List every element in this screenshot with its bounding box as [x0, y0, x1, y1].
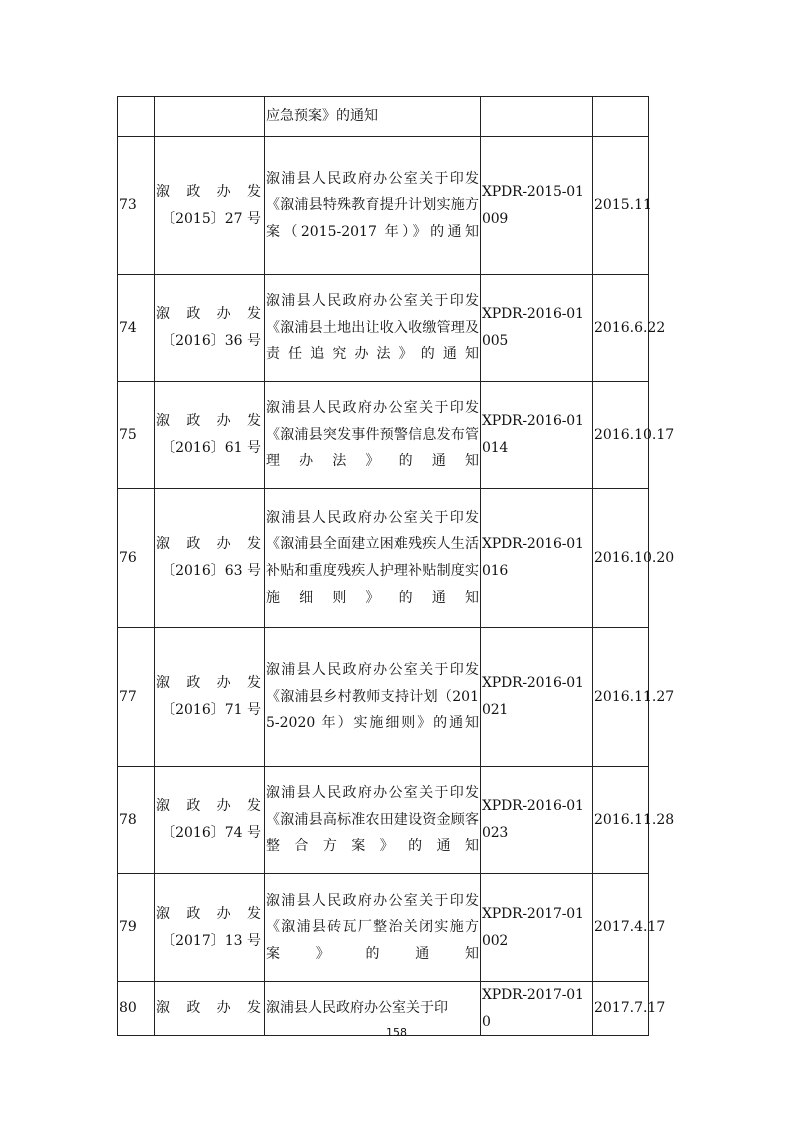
document-number-line-1: 溆 政 办 发 — [156, 798, 261, 815]
document-number-line-2: 〔2016〕63 号 — [161, 563, 261, 579]
issue-date: 2017.7.17 — [593, 982, 649, 1036]
row-number: 78 — [118, 767, 155, 874]
registration-code: XPDR-2016-01023 — [481, 767, 593, 874]
document-title: 溆浦县人民政府办公室关于印发《溆浦县高标准农田建设资金顾客整合方案》的通知 — [265, 767, 481, 874]
document-table — [117, 96, 675, 1036]
registration-code: XPDR-2017-010 — [481, 982, 593, 1036]
document-title: 溆浦县人民政府办公室关于印发《溆浦县土地出让收入收缴管理及责任追究办法》的通知 — [265, 275, 481, 382]
document-number-line-2: 〔2016〕61 号 — [161, 440, 261, 456]
issue-date: 2016.6.22 — [593, 275, 649, 382]
row-number: 80 — [118, 982, 155, 1036]
row-number: 79 — [118, 874, 155, 982]
row-number: 76 — [118, 489, 155, 628]
registration-code: XPDR-2016-01005 — [481, 275, 593, 382]
table-row — [118, 628, 649, 767]
document-number — [155, 489, 265, 628]
table-row — [118, 489, 649, 628]
document-number-line-2: 〔2016〕71 号 — [161, 702, 261, 718]
row-number: 75 — [118, 382, 155, 489]
issue-date — [593, 97, 649, 137]
document-number-line-1: 溆 政 办 发 — [156, 1000, 261, 1017]
row-number: 74 — [118, 275, 155, 382]
document-number-line-2: 〔2016〕74 号 — [161, 825, 261, 841]
registration-code: XPDR-2016-01021 — [481, 628, 593, 767]
table-row — [118, 382, 649, 489]
document-number — [155, 767, 265, 874]
table-body — [118, 97, 675, 1036]
page-number: 158 — [386, 1026, 407, 1039]
registration-code: XPDR-2016-01014 — [481, 382, 593, 489]
issue-date: 2015.11 — [593, 137, 649, 275]
row-number: 73 — [118, 137, 155, 275]
issue-date: 2016.11.28 — [593, 767, 649, 874]
document-number-line-2: 〔2016〕36 号 — [161, 333, 261, 349]
registration-code — [481, 97, 593, 137]
document-title: 溆浦县人民政府办公室关于印发《溆浦县全面建立困难残疾人生活补贴和重度残疾人护理补贴制度实施细则》的通知 — [265, 489, 481, 628]
document-title: 溆浦县人民政府办公室关于印发《溆浦县乡村教师支持计划（2015-2020 年）实施细则》的通知 — [265, 628, 481, 767]
document-title: 溆浦县人民政府办公室关于印发《溆浦县砖瓦厂整治关闭实施方案》的通知 — [265, 874, 481, 982]
issue-date: 2016.11.27 — [593, 628, 649, 767]
document-title: 溆浦县人民政府办公室关于印 — [265, 982, 481, 1036]
table-row — [118, 97, 649, 137]
row-number: 77 — [118, 628, 155, 767]
table-row — [118, 137, 649, 275]
issue-date: 2016.10.17 — [593, 382, 649, 489]
registration-code: XPDR-2016-01016 — [481, 489, 593, 628]
document-number — [155, 275, 265, 382]
issue-date: 2017.4.17 — [593, 874, 649, 982]
document-number-line-1: 溆 政 办 发 — [156, 675, 261, 692]
document-number-line-2: 〔2015〕27 号 — [161, 210, 261, 227]
table-row — [118, 767, 649, 874]
document-number — [155, 97, 265, 137]
document-number-line-2: 〔2017〕13 号 — [161, 932, 261, 949]
document-number — [155, 382, 265, 489]
document-number — [155, 628, 265, 767]
document-number-line-1: 溆 政 办 发 — [156, 413, 261, 430]
issue-date: 2016.10.20 — [593, 489, 649, 628]
row-number — [118, 97, 155, 137]
document-number-line-1: 溆 政 办 发 — [156, 905, 261, 922]
document-number-line-1: 溆 政 办 发 — [156, 536, 261, 553]
document-number — [155, 137, 265, 275]
document-number-line-1: 溆 政 办 发 — [156, 306, 261, 323]
document-title: 溆浦县人民政府办公室关于印发《溆浦县突发事件预警信息发布管理办法》的通知 — [265, 382, 481, 489]
registration-code: XPDR-2015-01009 — [481, 137, 593, 275]
document-number-line-1: 溆 政 办 发 — [156, 183, 261, 200]
table-row — [118, 275, 649, 382]
document-title: 溆浦县人民政府办公室关于印发《溆浦县特殊教育提升计划实施方案（2015-2017 年）》的通知 — [265, 137, 481, 275]
registration-code: XPDR-2017-01002 — [481, 874, 593, 982]
table-row — [118, 874, 649, 982]
document-title: 应急预案》的通知 — [265, 97, 481, 137]
document-number — [155, 874, 265, 982]
